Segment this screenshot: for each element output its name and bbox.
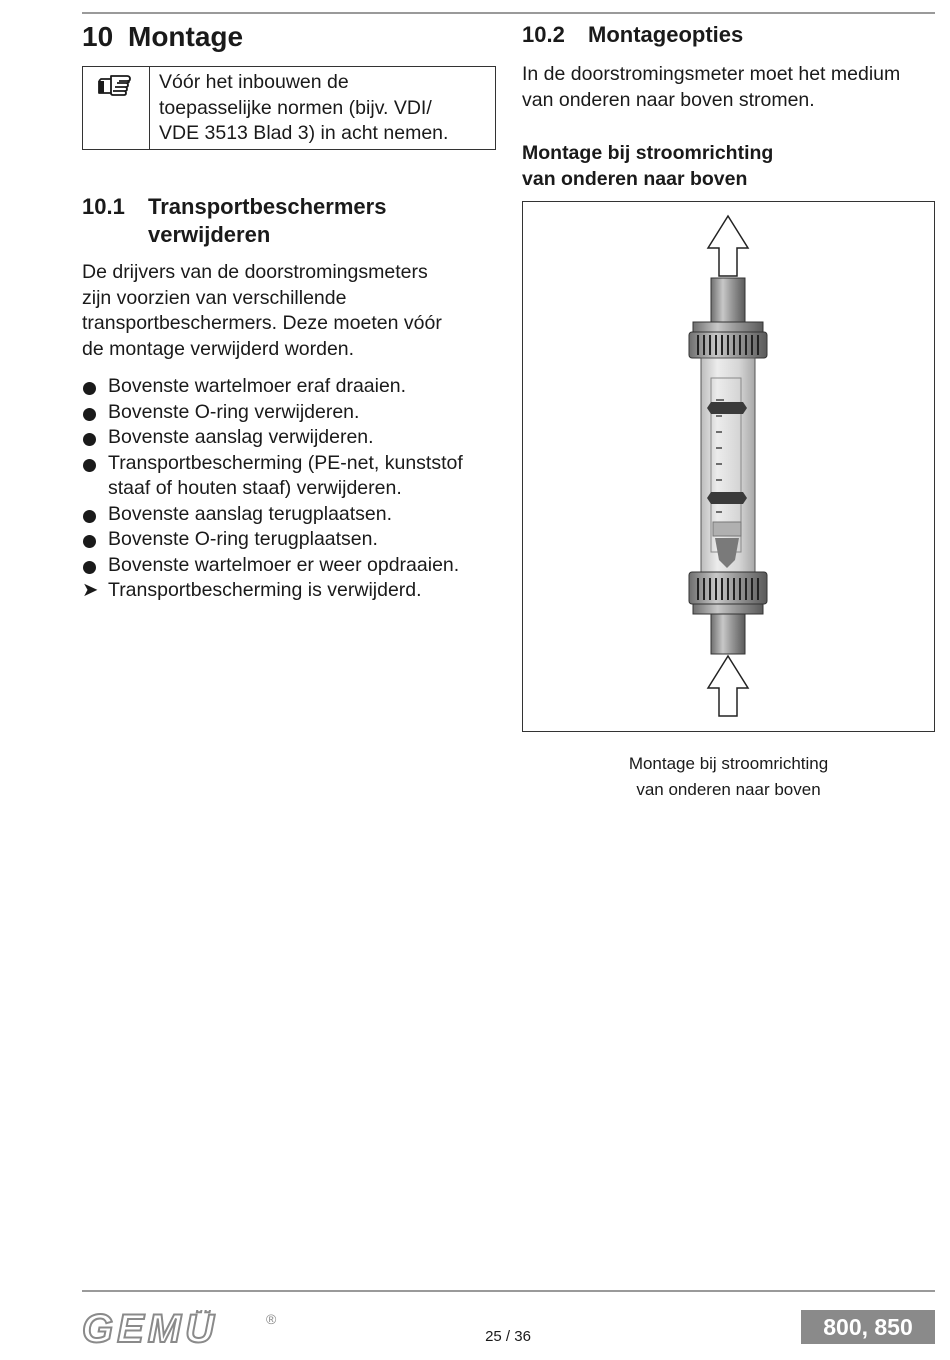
pointing-hand-icon bbox=[83, 67, 150, 149]
result-item: ➤ Transportbescherming is verwijderd. bbox=[82, 578, 496, 604]
flowmeter-illustration bbox=[523, 202, 933, 730]
flow-intro-paragraph: In de doorstromingsmeter moet het medium van onderen naar boven stromen. bbox=[522, 63, 901, 111]
right-column bbox=[522, 18, 935, 803]
list-item: Transportbescherming (PE-net, kunststof staaf of houten staaf) verwijderen. bbox=[82, 451, 496, 502]
result-arrow-icon: ➤ bbox=[82, 579, 99, 601]
list-item: Bovenste O-ring terugplaatsen. bbox=[82, 527, 496, 553]
left-column bbox=[82, 18, 496, 604]
top-rule bbox=[82, 12, 935, 14]
list-item: Bovenste aanslag verwijderen. bbox=[82, 425, 496, 451]
section-title: Montage bbox=[128, 21, 244, 52]
bottom-rule bbox=[82, 1290, 935, 1292]
list-item: Bovenste aanslag terugplaatsen. bbox=[82, 502, 496, 528]
list-item: Bovenste O-ring verwijderen. bbox=[82, 400, 496, 426]
flowmeter-figure bbox=[522, 201, 935, 732]
note-text: Vóór het inbouwen de toepasselijke normen (bijv. VDI/ VDE 3513 Blad 3) in acht nemen. bbox=[159, 71, 449, 144]
figure-heading: Montage bij stroomrichting van onderen naar boven bbox=[522, 142, 774, 190]
registered-mark: ® bbox=[266, 1311, 277, 1327]
inflow-arrow-icon bbox=[708, 656, 748, 716]
model-badge: 800, 850 bbox=[801, 1310, 935, 1344]
outflow-arrow-icon bbox=[708, 216, 748, 276]
note-box bbox=[82, 66, 496, 150]
step-list bbox=[82, 374, 496, 604]
logo-text: GEMÜ bbox=[82, 1310, 218, 1350]
gemu-logo bbox=[82, 1310, 292, 1355]
list-item: Bovenste wartelmoer eraf draaien. bbox=[82, 374, 496, 400]
section-number: 10 bbox=[82, 21, 114, 52]
intro-paragraph: De drijvers van de doorstromingsmeters zijn voorzien van verschillende transportbeschermers. Deze moeten vóór de montage verwijderd worden. bbox=[82, 261, 442, 360]
list-item: Bovenste wartelmoer er weer opdraaien. bbox=[82, 553, 496, 579]
subsection-heading-10-1: 10.1 Transportbeschermers verwijderen bbox=[82, 194, 387, 247]
section-heading bbox=[82, 18, 496, 56]
page-number: 25 / 36 bbox=[485, 1328, 531, 1345]
subsection-heading-10-2: 10.2 Montageopties bbox=[522, 22, 744, 47]
figure-caption: Montage bij stroomrichting van onderen naar boven bbox=[628, 754, 829, 799]
